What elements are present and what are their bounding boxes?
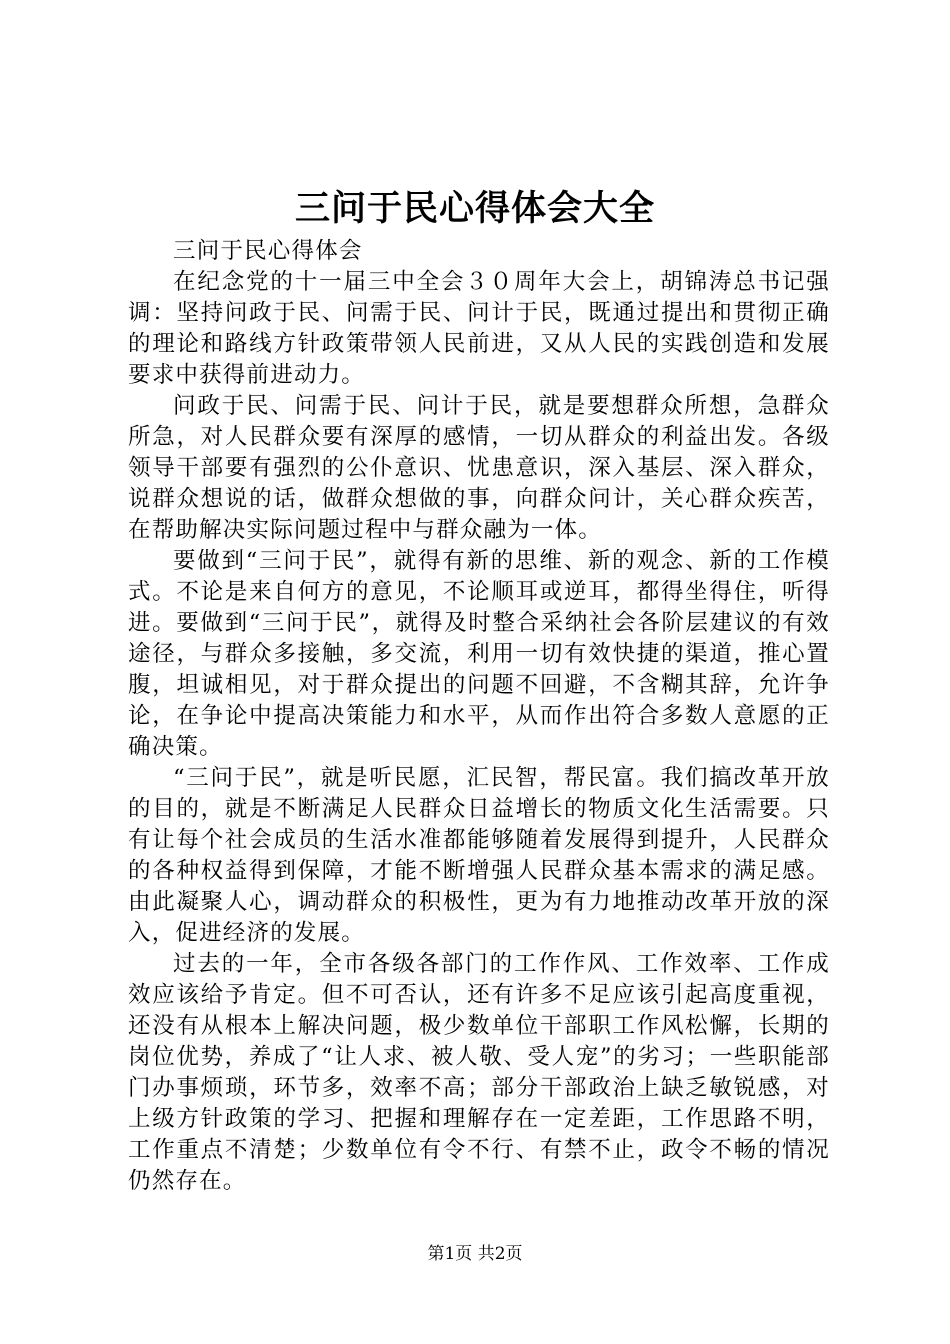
paragraph-subtitle: 三问于民心得体会 bbox=[173, 238, 363, 264]
page-number-footer: 第1页 共2页 bbox=[427, 1244, 523, 1264]
paragraph: 问政于民、问需于民、问计于民，就是要想群众所想，急群众所急，对人民群众要有深厚的感情，一切从群众的利益出发。各级领导干部要有强烈的公仆意识、忧患意识，深入基层、深入群众，说群众想说的话，做群众想做的事，向群众问计，关心群众疾苦，在帮助解决实际问题过程中与群众融为一体。 bbox=[128, 393, 830, 543]
paragraph: “三问于民”，就是听民愿，汇民智，帮民富。我们搞改革开放的目的，就是不断满足人民群众日益增长的物质文化生活需要。只有让每个社会成员的生活水准都能够随着发展得到提升，人民群众的各种权益得到保障，才能不断增强人民群众基本需求的满足感。由此凝聚人心，调动群众的积极性，更为有力地推动改革开放的深入，促进经济的发展。 bbox=[128, 765, 830, 946]
paragraph: 要做到“三问于民”，就得有新的思维、新的观念、新的工作模式。不论是来自何方的意见，不论顺耳或逆耳，都得坐得住，听得进。要做到“三问于民”，就得及时整合采纳社会各阶层建议的有效途径，与群众多接触，多交流，利用一切有效快捷的渠道，推心置腹，坦诚相见，对于群众提出的问题不回避，不含糊其辞，允许争论，在争论中提高决策能力和水平，从而作出符合多数人意愿的正确决策。 bbox=[128, 548, 830, 760]
document-title: 三问于民心得体会大全 bbox=[294, 188, 655, 229]
paragraph: 在纪念党的十一届三中全会３０周年大会上，胡锦涛总书记强调：坚持问政于民、问需于民、问计于民，既通过提出和贯彻正确的理论和路线方针政策带领人民前进，又从人民的实践创造和发展要求中获得前进动力。 bbox=[128, 269, 830, 388]
paragraph: 过去的一年，全市各级各部门的工作作风、工作效率、工作成效应该给予肯定。但不可否认，还有许多不足应该引起高度重视，还没有从根本上解决问题，极少数单位干部职工作风松懈，长期的岗位优势，养成了“让人求、被人敬、受人宠”的劣习；一些职能部门办事烦琐，环节多，效率不高；部分干部政治上缺乏敏锐感，对上级方针政策的学习、把握和理解存在一定差距，工作思路不明，工作重点不清楚；少数单位有令不行、有禁不止，政令不畅的情况仍然存在。 bbox=[128, 951, 830, 1194]
document-body bbox=[128, 236, 830, 1197]
